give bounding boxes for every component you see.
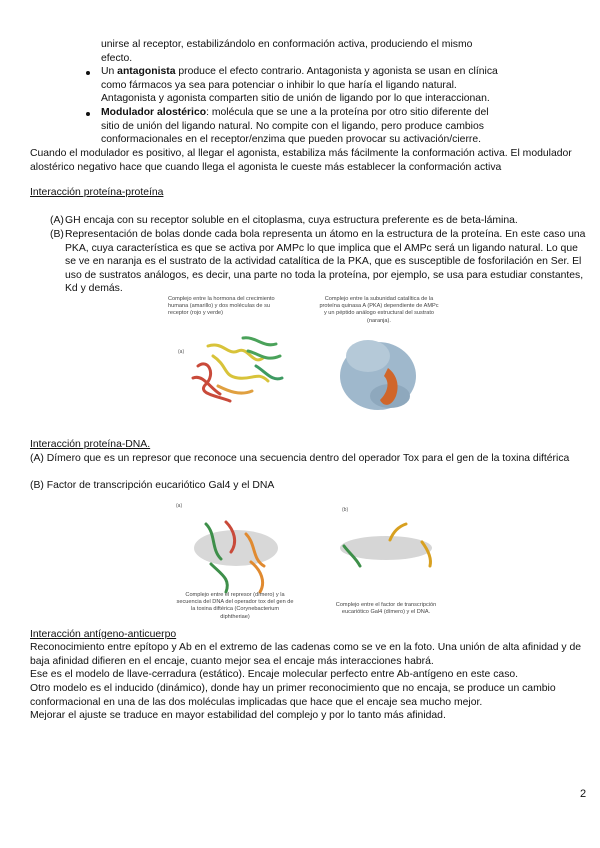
antigen-paragraph-4: Mejorar el ajuste se traduce en mayor estabilidad del complejo y por lo tanto más afinidad. [30,710,446,721]
ppi-item-a [50,214,590,228]
page-number: 2 [580,788,587,800]
figure-caption: Complejo entre el factor de transcripción eucariótico Gal4 (dímero) y el DNA. [335,602,437,616]
text-line: Antagonista y agonista comparten sitio de unión de ligando por lo que interaccionan. [101,93,490,105]
bullet-icon [86,112,90,116]
text-line: como fármacos ya sea para potenciar o inhibir lo que haría el ligando natural. [101,79,457,91]
figure-pka-substrate [318,296,440,414]
figure-caption: Complejo entre el represor (dímero) y la secuencia del DNA del operador tox del gen de la toxina diftérica (Corynebacterium diphtheriae) [176,592,294,620]
gal4-dna-image [330,520,442,590]
text-fragment: Un [101,66,118,77]
antigen-paragraph-1: Reconocimiento entre epítopo y Ab en el extremo de las cadenas como se ve en la foto. Una unión de alta afinidad y de baja afinidad difieren en el encaje, cuanto mejor sea el encaje más interacciones habrá. [30,642,582,667]
repressor-dna-image [176,504,294,596]
pdna-item-a: (A) Dímero que es un represor que reconoce una secuencia dentro del operador Tox para el gen de la toxina diftérica [30,453,570,464]
text-line: sitio de unión del ligando natural. No compite con el ligando, pero produce cambios [101,120,484,132]
bullet-continuation [101,38,541,65]
text-line: efecto. [101,52,133,64]
section-heading-pdna: Interacción proteína-DNA. [30,439,151,450]
ppi-item-b [50,228,590,296]
item-text: Representación de bolas donde cada bola representa un átomo en la estructura de la proteína. En este caso una PKA, cuya característica es que se activa por AMPc lo que implica que el AMPc será un ligando natural. Lo que se ve en naranja es el sustrato de la actividad catalítica de la PKA, que es susceptible de fosforilación en Ser. El uso de sustratos análogos, es decir, una parte no toda la proteína, por ejemplo, se usa para estudiar constantes, Kd y demás. [65,229,586,295]
space-filling-structure-image [318,296,440,414]
text-fragment: : molécula que se une a la proteína por otro sitio diferente del [206,107,489,118]
section-heading-ppi: Interacción proteína-proteína [30,187,164,198]
text-fragment: produce el efecto contrario. Antagonista y agonista se usan en clínica [175,66,498,77]
antigen-paragraph-3: Otro modelo es el inducido (dinámico), donde hay un primer reconocimiento que no encaja, se produce un cambio conformacional en una de las dos moléculas implicadas que hace que el encaje sea mucho mejor. [30,683,556,708]
text-line: conformacionales en el receptor/enzima que pueden provocar su activación/cierre. [101,134,482,146]
figure-tag: (a) [178,349,185,355]
term-modulador: Modulador alostérico [101,107,207,118]
figure-gh-receptor [168,296,286,411]
item-label: (B) [50,229,64,240]
figure-tag: (b) [342,507,349,513]
bullet-modulador [101,106,571,147]
antigen-paragraph-2: Ese es el modelo de llave-cerradura (estático). Encaje molecular perfecto entre Ab-antígeno en este caso. [30,669,519,680]
figure-caption: Complejo entre la subunidad catalítica de la proteína quinasa A (PKA) dependiente de AMPc y un péptido análogo estructural del sustrato (naranja). [319,296,439,324]
figure-caption: Complejo entre la hormona del crecimiento humana (amarillo) y dos moléculas de su receptor (rojo y verde) [168,296,275,317]
item-text: GH encaja con su receptor soluble en el citoplasma, cuya estructura preferente es de beta-lámina. [65,215,518,226]
bullet-icon [86,71,90,75]
section-heading-antigen: Interacción antígeno-anticuerpo [30,629,177,640]
pdna-item-b: (B) Factor de transcripción eucariótico Gal4 y el DNA [30,480,275,491]
bullet-antagonista [101,65,541,106]
text-line: unirse al receptor, estabilizándolo en conformación activa, produciendo el mismo [101,39,473,50]
figure-gal4 [330,500,442,620]
ribbon-structure-image [168,296,286,411]
figure-tox-repressor [176,500,294,620]
term-antagonista: antagonista [117,66,176,77]
figure-tag: (a) [176,503,183,509]
item-label: (A) [50,215,64,226]
modulador-paragraph: Cuando el modulador es positivo, al llegar el agonista, estabiliza más fácilmente la conformación activa. El modulador alostérico negativo hace que cuando llega el agonista le cueste más establecer la conformación activa [30,148,572,173]
